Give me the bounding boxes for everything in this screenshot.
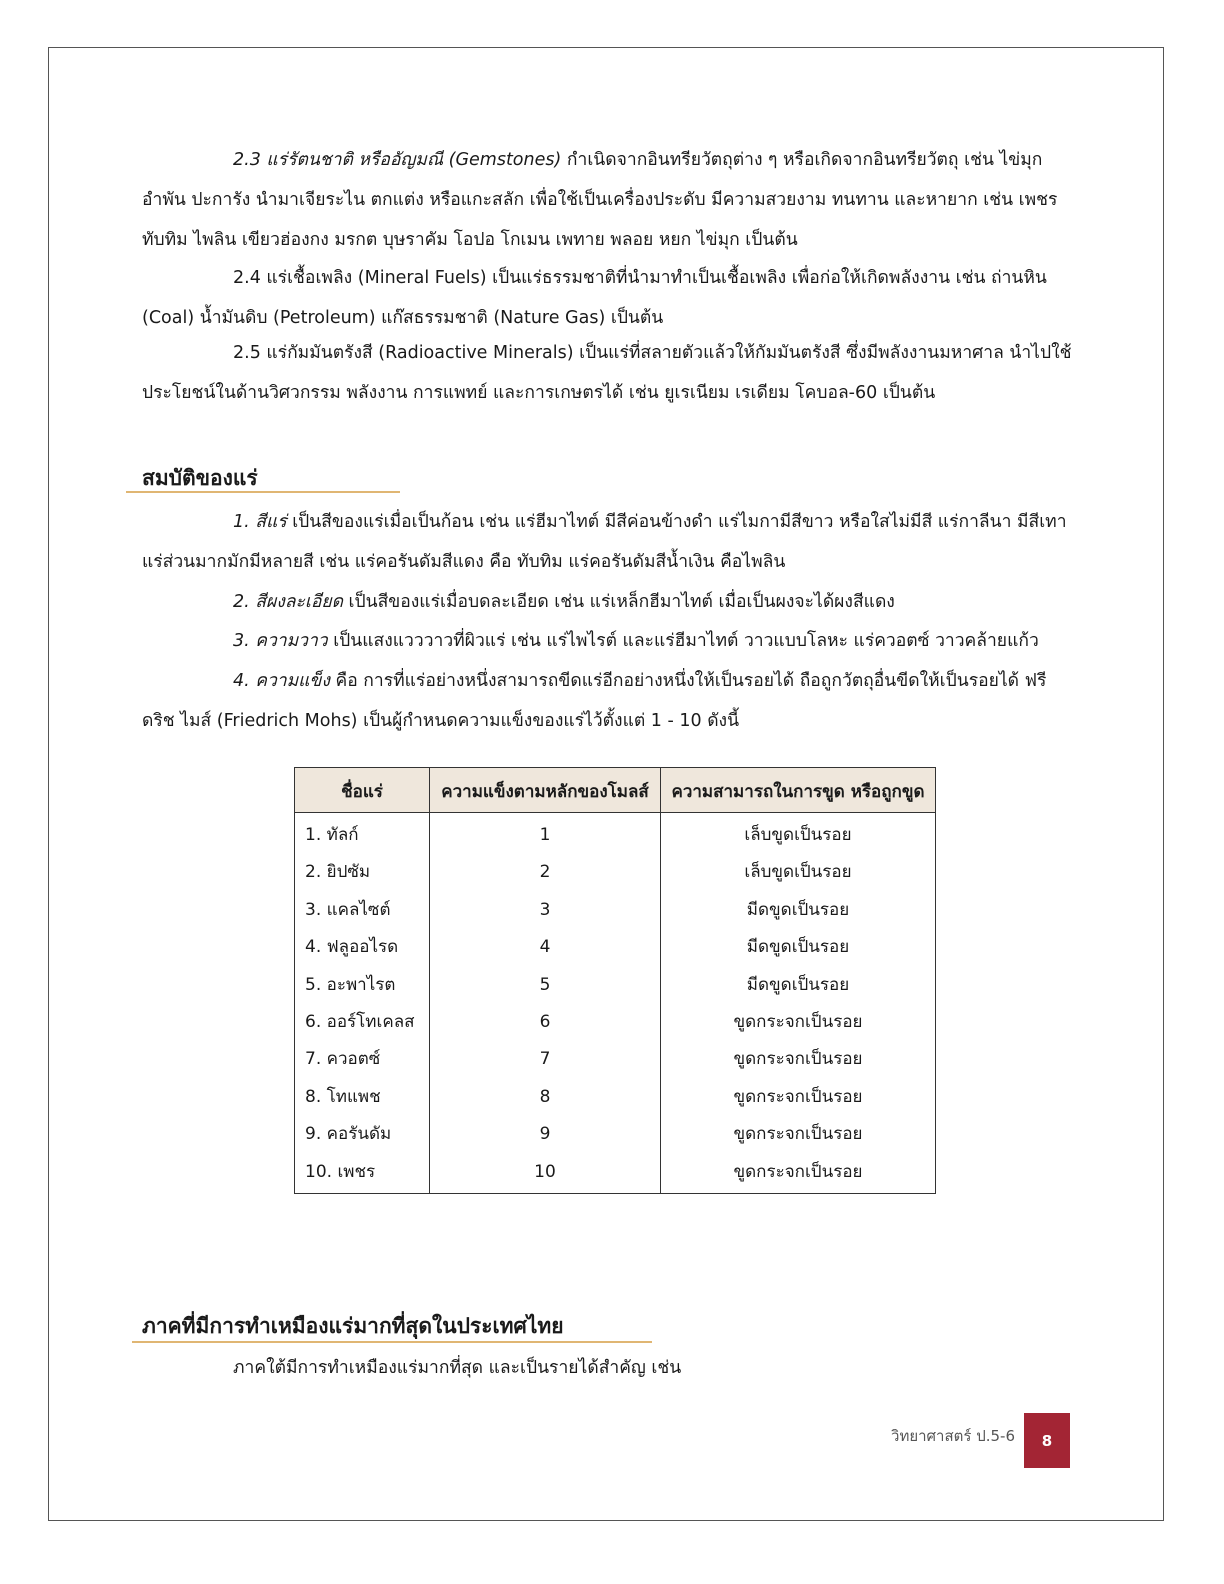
mineral-name-cell: 1. ทัลก์ bbox=[295, 813, 430, 855]
table-header-row bbox=[295, 768, 936, 813]
table-row bbox=[295, 1116, 936, 1153]
mineral-name-cell: 8. โทแพช bbox=[295, 1079, 430, 1116]
header-scratch-ability: ความสามารถในการขูด หรือถูกขูด bbox=[661, 768, 936, 813]
mohs-hardness-table bbox=[294, 767, 936, 1194]
hardness-cell: 6 bbox=[430, 1004, 661, 1041]
hardness-cell: 3 bbox=[430, 892, 661, 929]
mining-heading: ภาคที่มีการทำเหมืองแร่มากที่สุดในประเทศไทย bbox=[142, 1314, 564, 1338]
table-row bbox=[295, 1079, 936, 1116]
property-luster-text: เป็นแสงแวววาวที่ผิวแร่ เช่น แร่ไพไรต์ และแร่ฮีมาไทต์ วาวแบบโลหะ แร่ควอตซ์ วาวคล้ายแก้ว bbox=[327, 631, 1039, 651]
scratch-cell: เล็บขูดเป็นรอย bbox=[661, 813, 936, 855]
radioactive-text: 2.5 แร่กัมมันตรังสี (Radioactive Minerals) เป็นแร่ที่สลายตัวแล้วให้กัมมันตรังสี ซึ่งมีพลังงานมหาศาล นำไปใช้ประโยชน์ในด้านวิศวกรรม พลังงาน การแพทย์ และการเกษตรได้ เช่น ยูเรเนียม เรเดียม โคบอล-60 เป็นต้น bbox=[142, 343, 1072, 403]
table-row bbox=[295, 813, 936, 855]
mineral-name-cell: 6. ออร์โทเคลส bbox=[295, 1004, 430, 1041]
mineral-fuels-text: 2.4 แร่เชื้อเพลิง (Mineral Fuels) เป็นแร่ธรรมชาติที่นำมาทำเป็นเชื้อเพลิง เพื่อก่อให้เกิดพลังงาน เช่น ถ่านหิน (Coal) น้ำมันดิบ (Petroleum) แก๊สธรรมชาติ (Nature Gas) เป็นต้น bbox=[142, 268, 1047, 328]
property-hardness-text: คือ การที่แร่อย่างหนึ่งสามารถขีดแร่อีกอย่างหนึ่งให้เป็นรอยได้ ถือถูกวัตถุอื่นขีดให้เป็นรอยได้ ฟรีดริช ไมส์ (Friedrich Mohs) เป็นผู้กำหนดความแข็งของแร่ไว้ตั้งแต่ 1 - 10 ดังนี้ bbox=[142, 671, 1047, 731]
property-luster-label: 3. ความวาว bbox=[233, 631, 328, 651]
mineral-name-cell: 4. ฟลูออไรด bbox=[295, 929, 430, 966]
footer-subject-label: วิทยาศาสตร์ ป.5-6 bbox=[891, 1427, 1015, 1445]
header-mineral-name: ชื่อแร่ bbox=[295, 768, 430, 813]
table-row bbox=[295, 892, 936, 929]
hardness-cell: 10 bbox=[430, 1154, 661, 1194]
table-row bbox=[295, 967, 936, 1004]
hardness-cell: 4 bbox=[430, 929, 661, 966]
property-streak bbox=[142, 582, 1072, 622]
property-hardness-label: 4. ความแข็ง bbox=[233, 671, 330, 691]
hardness-cell: 7 bbox=[430, 1041, 661, 1078]
header-mohs-hardness: ความแข็งตามหลักของโมลส์ bbox=[430, 768, 661, 813]
mining-heading-underline bbox=[132, 1341, 652, 1343]
table-row bbox=[295, 1004, 936, 1041]
property-streak-text: เป็นสีของแร่เมื่อบดละเอียด เช่น แร่เหล็กฮีมาไทต์ เมื่อเป็นผงจะได้ผงสีแดง bbox=[342, 592, 895, 612]
mineral-name-cell: 9. คอรันดัม bbox=[295, 1116, 430, 1153]
property-streak-label: 2. สีผงละเอียด bbox=[233, 592, 343, 612]
paragraph-gemstones bbox=[142, 140, 1072, 260]
property-color bbox=[142, 502, 1072, 582]
mineral-name-cell: 5. อะพาไรต bbox=[295, 967, 430, 1004]
mineral-name-cell: 10. เพชร bbox=[295, 1154, 430, 1194]
scratch-cell: ขูดกระจกเป็นรอย bbox=[661, 1004, 936, 1041]
page-number-badge: 8 bbox=[1024, 1413, 1070, 1468]
paragraph-radioactive bbox=[142, 333, 1072, 413]
table-row bbox=[295, 854, 936, 891]
table-row bbox=[295, 929, 936, 966]
properties-heading-underline bbox=[126, 491, 400, 493]
property-color-label: 1. สีแร่ bbox=[233, 512, 287, 532]
hardness-cell: 8 bbox=[430, 1079, 661, 1116]
hardness-cell: 9 bbox=[430, 1116, 661, 1153]
scratch-cell: มีดขูดเป็นรอย bbox=[661, 967, 936, 1004]
property-hardness bbox=[142, 661, 1072, 741]
scratch-cell: ขูดกระจกเป็นรอย bbox=[661, 1041, 936, 1078]
hardness-cell: 5 bbox=[430, 967, 661, 1004]
paragraph-mineral-fuels bbox=[142, 258, 1072, 338]
table-row bbox=[295, 1154, 936, 1194]
table-row bbox=[295, 1041, 936, 1078]
mining-text: ภาคใต้มีการทำเหมืองแร่มากที่สุด และเป็นรายได้สำคัญ เช่น bbox=[233, 1358, 682, 1378]
gemstones-text: กำเนิดจากอินทรียวัตถุต่าง ๆ หรือเกิดจากอินทรียวัตถุ เช่น ไข่มุก อำพัน ปะการัง นำมาเจียระไน ตกแต่ง หรือแกะสลัก เพื่อใช้เป็นเครื่องประดับ มีความสวยงาม ทนทาน และหายาก เช่น เพชร ทับทิม ไพลิน เขียวฮ่องกง มรกต บุษราคัม โอปอ โกเมน เพทาย พลอย หยก ไข่มุก เป็นต้น bbox=[142, 150, 1058, 250]
property-luster bbox=[142, 621, 1072, 661]
mineral-name-cell: 7. ควอตซ์ bbox=[295, 1041, 430, 1078]
scratch-cell: มีดขูดเป็นรอย bbox=[661, 892, 936, 929]
properties-heading: สมบัติของแร่ bbox=[142, 466, 258, 490]
hardness-cell: 2 bbox=[430, 854, 661, 891]
gemstones-label: 2.3 แร่รัตนชาติ หรืออัญมณี (Gemstones) bbox=[233, 150, 562, 170]
mineral-name-cell: 3. แคลไซต์ bbox=[295, 892, 430, 929]
scratch-cell: ขูดกระจกเป็นรอย bbox=[661, 1154, 936, 1194]
scratch-cell: มีดขูดเป็นรอย bbox=[661, 929, 936, 966]
scratch-cell: ขูดกระจกเป็นรอย bbox=[661, 1116, 936, 1153]
scratch-cell: เล็บขูดเป็นรอย bbox=[661, 854, 936, 891]
property-color-text: เป็นสีของแร่เมื่อเป็นก้อน เช่น แร่ฮีมาไทต์ มีสีค่อนข้างดำ แร่ไมกามีสีขาว หรือใสไม่มีสี แร่กาลีนา มีสีเทา แร่ส่วนมากมักมีหลายสี เช่น แร่คอรันดัมสีแดง คือ ทับทิม แร่คอรันดัมสีน้ำเงิน คือไพลิน bbox=[142, 512, 1067, 572]
hardness-cell: 1 bbox=[430, 813, 661, 855]
mineral-name-cell: 2. ยิปซัม bbox=[295, 854, 430, 891]
mining-paragraph bbox=[142, 1348, 1072, 1388]
scratch-cell: ขูดกระจกเป็นรอย bbox=[661, 1079, 936, 1116]
